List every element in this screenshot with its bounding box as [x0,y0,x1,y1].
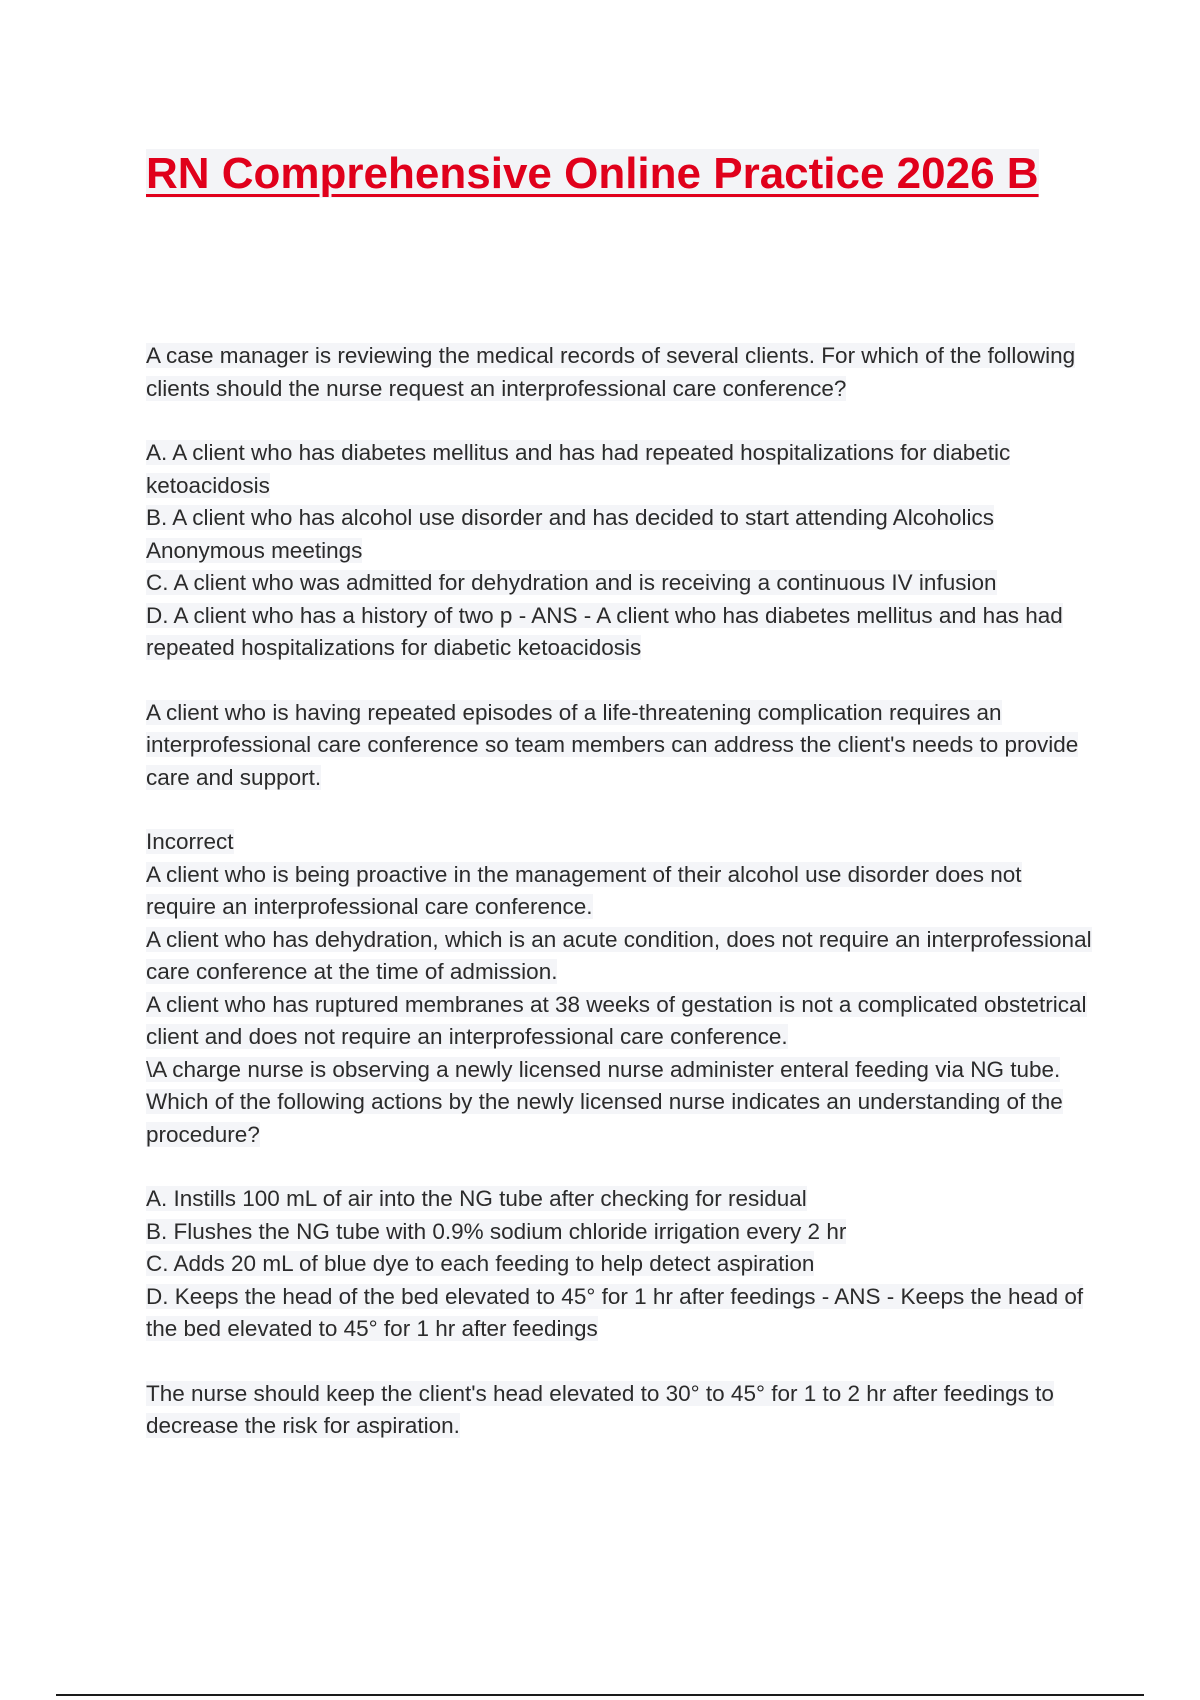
question-2-rationale: The nurse should keep the client's head elevated to 30° to 45° for 1 to 2 hr after feedings to decrease the risk for aspiration. [146,1380,1054,1438]
question-1-options [146,437,1096,665]
incorrect-reason: A client who is being proactive in the management of their alcohol use disorder does not require an interprofessional care conference. [146,861,1022,919]
question-1-incorrect-section [146,826,1096,1054]
question-1-option-c: C. A client who was admitted for dehydration and is receiving a continuous IV infusion [146,570,997,595]
question-1-option-d: D. A client who has a history of two p - ANS - A client who has diabetes mellitus and has had repeated hospitalizations for diabetic ketoacidosis [146,602,1063,660]
document-body [146,340,1096,1443]
question-2-option-d: D. Keeps the head of the bed elevated to 45° for 1 hr after feedings - ANS - Keeps the head of the bed elevated to 45° for 1 hr after feedings [146,1283,1084,1341]
page-bottom-rule [56,1694,1144,1696]
incorrect-reason: A client who has dehydration, which is an acute condition, does not require an interprofessional care conference at the time of admission. [146,926,1092,984]
question-1-option-a: A. A client who has diabetes mellitus and has had repeated hospitalizations for diabetic ketoacidosis [146,440,1011,498]
question-2-stem: \A charge nurse is observing a newly licensed nurse administer enteral feeding via NG tube. Which of the following actions by the newly licensed nurse indicates an understanding of the procedure? [146,1056,1063,1147]
incorrect-label: Incorrect [146,829,234,854]
question-2-option-a: A. Instills 100 mL of air into the NG tube after checking for residual [146,1186,807,1211]
question-2-option-b: B. Flushes the NG tube with 0.9% sodium chloride irrigation every 2 hr [146,1218,847,1244]
question-1-rationale: A client who is having repeated episodes of a life-threatening complication requires an interprofessional care conference so team members can address the client's needs to provide care and support. [146,699,1079,790]
question-2-option-c: C. Adds 20 mL of blue dye to each feeding to help detect aspiration [146,1251,815,1276]
incorrect-reason: A client who has ruptured membranes at 38 weeks of gestation is not a complicated obstetrical client and does not require an interprofessional care conference. [146,991,1087,1049]
question-2-options [146,1183,1096,1346]
document-title: RN Comprehensive Online Practice 2026 B [146,149,1039,198]
question-1-option-b: B. A client who has alcohol use disorder and has decided to start attending Alcoholics Anonymous meetings [146,505,995,563]
question-1-stem: A case manager is reviewing the medical records of several clients. For which of the following clients should the nurse request an interprofessional care conference? [146,343,1076,401]
